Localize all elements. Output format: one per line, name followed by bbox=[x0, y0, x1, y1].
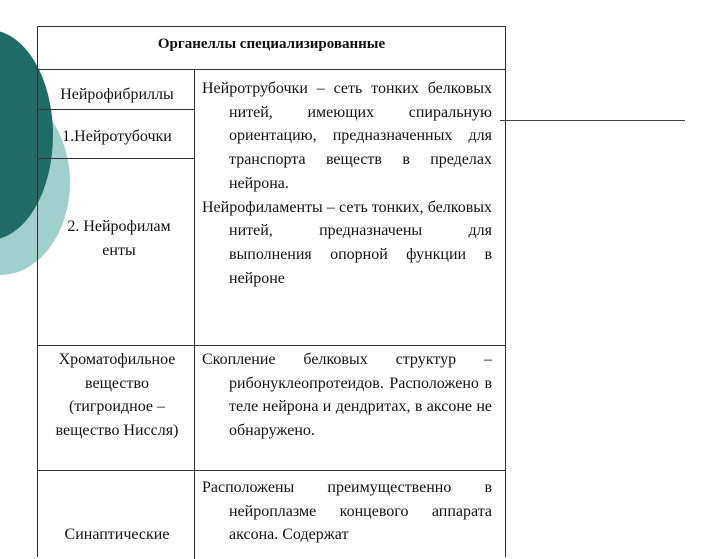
decorative-rule bbox=[500, 120, 685, 121]
organelles-table bbox=[37, 26, 506, 557]
row-divider-2 bbox=[38, 470, 505, 471]
neurofilaments-description: Нейрофиламенты – сеть тонких, белковых нитей, предназначены для выполнения опорной функции в нейроне bbox=[202, 198, 492, 287]
cell-neurofibrils: Нейрофибриллы bbox=[60, 86, 174, 103]
header-divider bbox=[38, 69, 505, 70]
synaptic-description: Расположены преимущественно в нейроплазме концевого аппарата аксона. Содержат bbox=[202, 479, 492, 544]
neurotubules-description: Нейротрубочки – сеть тонких белковых нитей, имеющих спиральную ориентацию, предназначенных для транспорта веществ в пределах нейрона. bbox=[202, 80, 492, 192]
table-header: Органеллы специализированные bbox=[157, 36, 386, 52]
row-divider-1 bbox=[38, 345, 505, 346]
cell-chromatophilic: Хроматофильное вещество (тигроидное – вещество Ниссля) bbox=[55, 351, 179, 440]
chromatophilic-description: Скопление белковых структур – рибонуклеопротеидов. Расположено в теле нейрона и дендритах, в аксоне не обнаружено. bbox=[202, 351, 492, 440]
cell-neurofibrils-description bbox=[202, 77, 492, 290]
cell-synaptic: Синаптические bbox=[64, 526, 170, 543]
subrow-divider-1 bbox=[38, 109, 194, 110]
subrow-divider-2 bbox=[38, 158, 194, 159]
cell-chromatophilic-description bbox=[202, 348, 492, 443]
cell-synaptic-description bbox=[202, 476, 492, 547]
column-divider bbox=[194, 69, 195, 559]
cell-neurotubules: 1.Нейротубочки bbox=[62, 128, 172, 145]
cell-neurofilaments: 2. Нейрофиламенты bbox=[67, 218, 171, 259]
